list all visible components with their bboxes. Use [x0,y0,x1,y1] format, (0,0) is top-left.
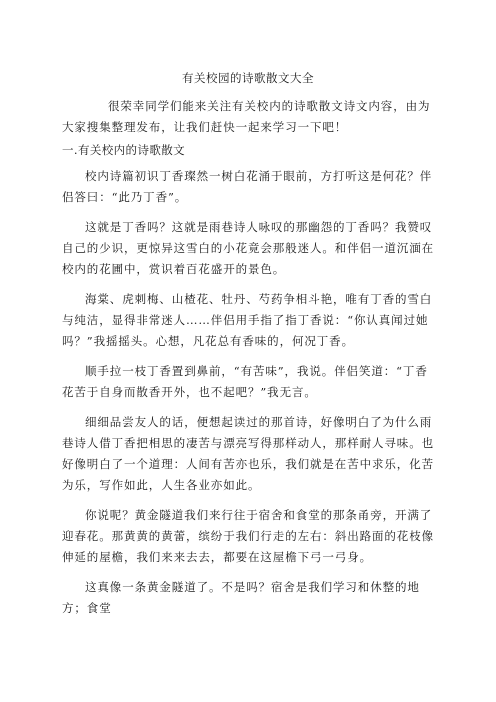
paragraph: 海棠、虎刺梅、山楂花、牡丹、芍药争相斗艳，唯有丁香的雪白与纯洁，显得非常迷人……伴侣用手指了指丁香说：“你认真闻过她吗？”我摇摇头。心想，凡花总有香味的，何况丁香。 [62,292,433,348]
paragraph: 这真像一条黄金隧道了。不是吗？宿舍是我们学习和休整的地方；食堂 [62,580,420,615]
paragraph: 校内诗篇初识丁香璨然一树白花涌于眼前，方打听这是何花？伴侣答曰：“此乃丁香”。 [62,169,433,204]
intro-paragraph: 很荣幸同学们能来关注有关校内的诗歌散文诗文内容，由为大家搜集整理发布，让我们赶快一起来学习一下吧！ [62,99,431,134]
paragraph: 你说呢？黄金隧道我们来行往于宿舍和食堂的那条甬旁，开满了迎春花。那黄黄的黄蕾，缤纷于我们行走的左右：斜出路面的花枝像伸延的屋檐，我们来来去去，都要在这屋檐下弓一弓身。 [62,508,434,564]
paragraph: 顺手拉一枝丁香置到鼻前，“有苦味”，我说。伴侣笑道：“丁香花苦于自身而散香开外，也不起吧？”我无言。 [62,364,428,399]
paragraph: 细细品尝友人的话，便想起读过的那首诗，好像明白了为什么雨巷诗人借丁香把相思的凄苦与漂亮写得那样动人，那样耐人寻味。也好像明白了一个道理：人间有苦亦也乐，我们就是在苦中求乐，化苦为乐，写作如此，人生各业亦如此。 [62,415,434,492]
paragraph: 这就是丁香吗？这就是雨巷诗人咏叹的那幽怨的丁香吗？我赞叹自己的少识，更惊异这雪白的小花竟会那般迷人。和伴侣一道沉湎在校内的花圃中，赏识着百花盛开的景色。 [62,220,434,276]
article-body [62,166,438,619]
document-title: 有关校园的诗歌散文大全 [182,71,314,85]
section-heading: 一.有关校内的诗歌散文 [62,143,186,157]
